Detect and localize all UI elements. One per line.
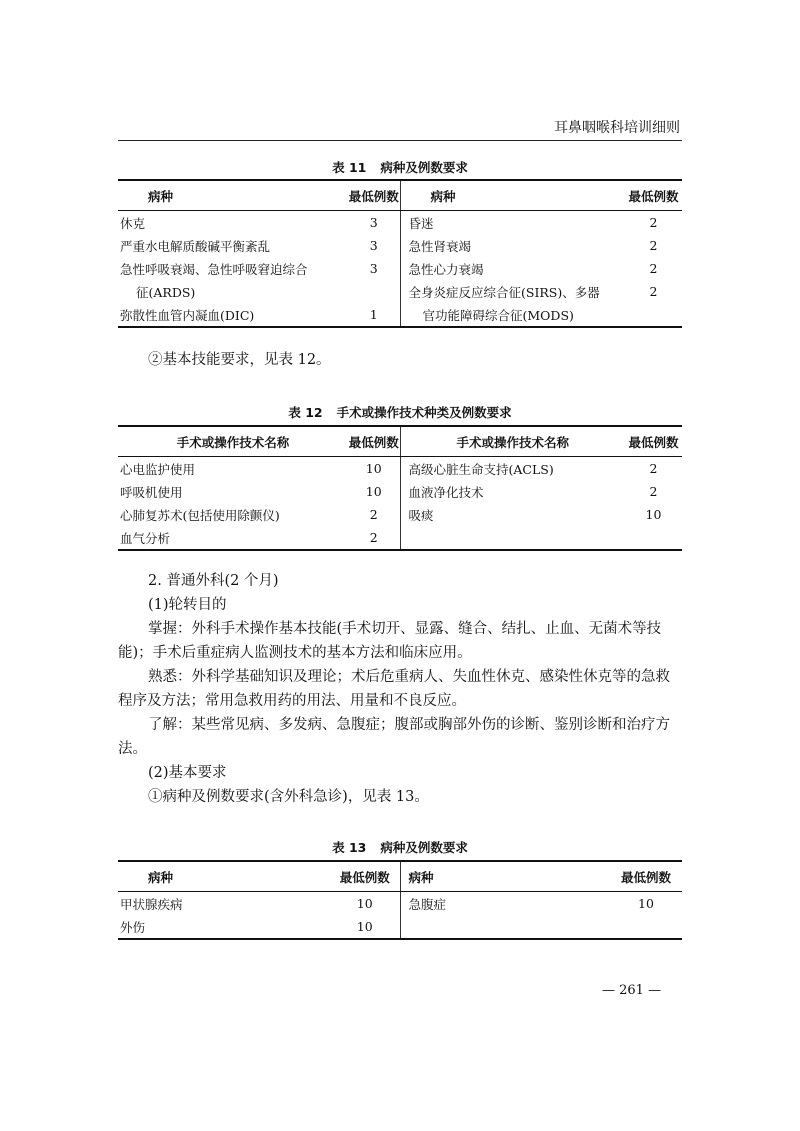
table-cell: 2 [649,238,658,253]
table11-col-min-left: 最低例数 [348,180,400,211]
table-cell: 急性呼吸衰竭、急性呼吸窘迫综合 [120,261,308,277]
table-cell: 2 [348,526,400,550]
table-cell: 10 [348,480,400,503]
table-cell: 血液净化技术 [408,484,484,500]
table12-col-name-right: 手术或操作技术名称 [400,426,625,457]
table-cell: 10 [330,892,400,916]
table12-caption [118,403,682,421]
table-cell: 征(ARDS) [136,284,196,300]
table-cell [625,303,682,327]
running-header: 耳鼻咽喉科培训细则 [554,120,680,136]
table-cell: 2 [348,503,400,526]
mastery-paragraph: 掌握：外科手术操作基本技能(手术切开、显露、缝合、结扎、止血、无菌术等技能)；手术后重症病人监测技术的基本方法和临床应用。 [118,621,662,661]
table-cell: 10 [645,507,662,522]
table-cell: 急腹症 [408,896,447,912]
table-row [118,234,682,257]
table11-col-disease-left: 病种 [118,180,348,211]
table-cell: 2 [649,461,658,476]
table13-title: 病种及例数要求 [380,840,468,855]
table-cell [610,915,682,939]
table-cell: 高级心脏生命支持(ACLS) [408,461,554,477]
basic-skill-paragraph: ②基本技能要求，见表 12。 [148,352,331,368]
table11-title: 病种及例数要求 [380,160,468,175]
table12-number: 表 12 [288,405,323,420]
subsection-basic-requirements: (2)基本要求 [148,765,227,781]
table-cell: 甲状腺疾病 [120,896,183,912]
table-cell: 官功能障碍综合征(MODS) [400,303,625,327]
table11-col-disease-right: 病种 [400,180,625,211]
familiar-paragraph: 熟悉：外科学基础知识及理论；术后危重病人、失血性休克、感染性休克等的急救程序及方法；常用急救用药的用法、用量和不良反应。 [118,669,670,709]
table13-header-row [118,861,682,892]
table13-col-min-right: 最低例数 [610,861,682,892]
table12-title: 手术或操作技术种类及例数要求 [336,405,512,420]
table-cell: 严重水电解质酸碱平衡紊乱 [120,238,271,254]
table-cell: 3 [348,234,400,257]
table-cell: 1 [348,303,400,327]
table-cell: 血气分析 [118,526,348,550]
table-cell: 2 [649,484,658,499]
page-number: — 261 — [602,983,662,998]
table12 [118,425,682,551]
table-cell: 2 [649,284,658,299]
table-cell: 全身炎症反应综合征(SIRS)、多器 [408,284,600,300]
table-cell [400,526,625,550]
table12-col-name-left: 手术或操作技术名称 [118,426,348,457]
table-cell: 急性肾衰竭 [408,238,472,254]
table11-col-min-right: 最低例数 [625,180,682,211]
table-cell: 10 [330,915,400,939]
table-cell: 心电监护使用 [120,461,196,477]
table-row [118,257,682,280]
table-cell: 外伤 [118,915,330,939]
table-row [118,915,682,939]
table13-col-min-left: 最低例数 [330,861,400,892]
table11 [118,179,682,328]
table-cell: 10 [348,457,400,481]
table12-header-row [118,426,682,457]
table-row [118,503,682,526]
table-cell [400,915,610,939]
table-cell: 昏迷 [408,215,434,231]
table11-caption [118,158,682,176]
table-cell: 吸痰 [408,507,434,523]
table-cell: 呼吸机使用 [120,484,183,500]
section-heading: 2. 普通外科(2 个月) [148,573,279,589]
table11-number: 表 11 [332,160,367,175]
table-cell: 急性心力衰竭 [408,261,484,277]
table-row [118,303,682,327]
table-cell [348,280,400,303]
table-row [118,457,682,481]
table-row [118,211,682,235]
table-cell: 3 [348,211,400,235]
requirement-paragraph: ①病种及例数要求(含外科急诊)，见表 13。 [148,789,429,805]
table-cell [625,526,682,550]
table11-header-row [118,180,682,211]
table13-col-disease-left: 病种 [118,861,330,892]
table12-col-min-right: 最低例数 [625,426,682,457]
table-row [118,280,682,303]
subsection-rotation-goal: (1)轮转目的 [148,597,227,613]
table-cell: 2 [649,215,658,230]
table-cell: 心肺复苏术(包括使用除颤仪) [120,507,280,523]
table-row [118,480,682,503]
table13 [118,860,682,940]
table13-col-disease-right: 病种 [400,861,610,892]
table-row [118,892,682,916]
header-rule [118,140,682,141]
table13-caption [118,838,682,856]
table13-number: 表 13 [332,840,367,855]
table12-col-min-left: 最低例数 [348,426,400,457]
table-cell: 休克 [120,215,146,231]
table-row [118,526,682,550]
understand-paragraph: 了解：某些常见病、多发病、急腹症；腹部或胸部外伤的诊断、鉴别诊断和治疗方法。 [118,717,670,757]
table-cell: 10 [638,896,654,911]
table-cell: 2 [649,261,658,276]
table-cell: 弥散性血管内凝血(DIC) [118,303,348,327]
table-cell: 3 [348,257,400,280]
